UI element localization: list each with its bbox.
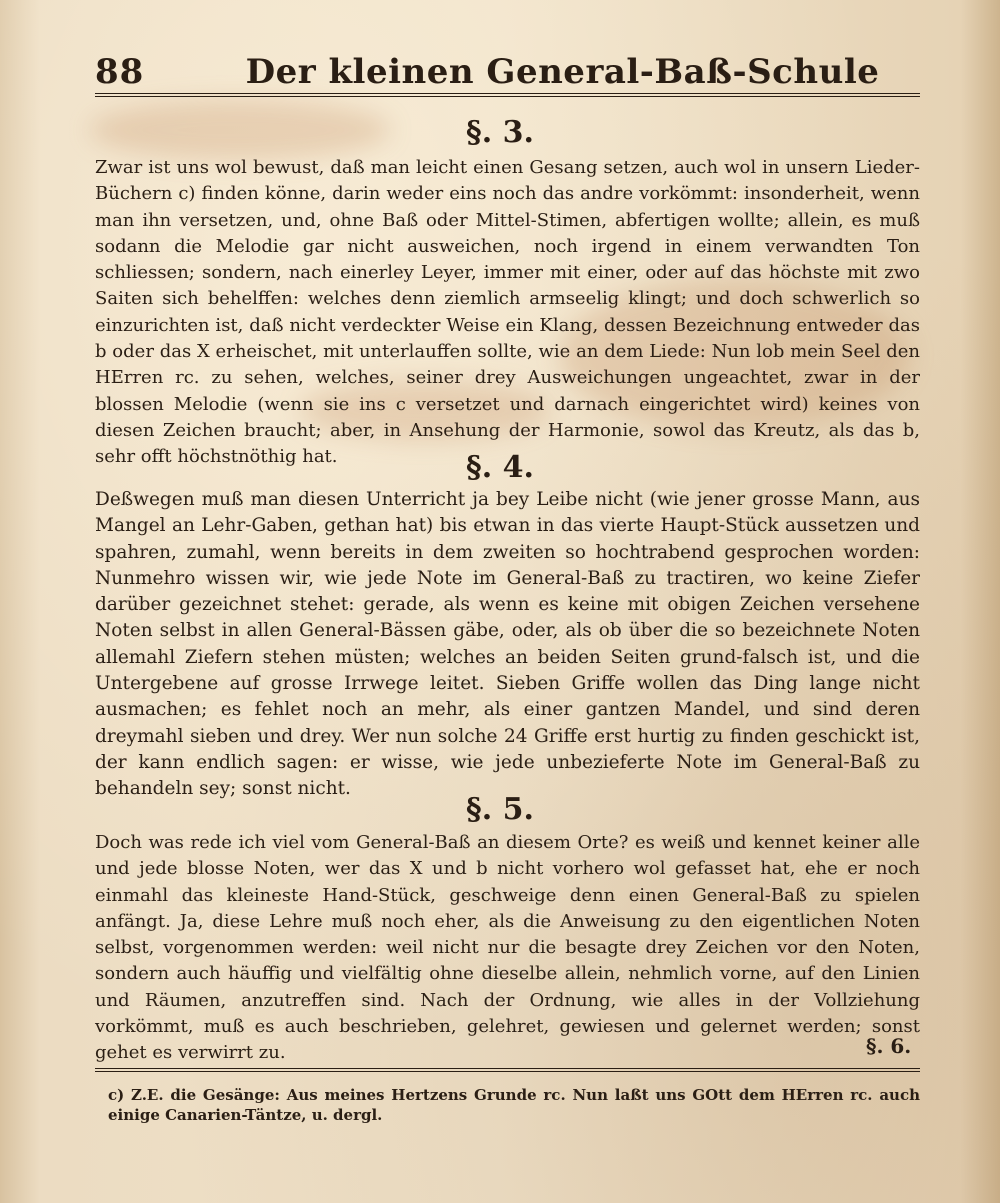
- footnote-rule: [95, 1068, 920, 1072]
- section-text-4: Deßwegen muß man diesen Unterricht ja bey Leibe nicht (wie jener grosse Mann, aus Mangel an Lehr-Gaben, gethan hat) bis etwan in das vierte Haupt-Stück aussetzen und spahren, zumahl, wenn bereits in dem zweiten so hochtrabend gesprochen worden: Nunmehro wissen wir, wie jede Note im General-Baß zu tractiren, wo keine Ziefer darüber gezeichnet stehet: gerade, als wenn es keine mit obigen Zeichen versehene Noten selbst in allen General-Bässen gäbe, oder, als ob über die so bezeichnete Noten allemahl Ziefern stehen müsten; welches an beiden Seiten grund-falsch ist, und die Untergebene auf grosse Irrwege leitet. Sieben Griffe wollen das Ding lange nicht ausmachen; es fehlet noch an mehr, als einer gantzen Mandel, und sind deren dreymahl sieben und drey. Wer nun solche 24 Griffe erst hurtig zu finden geschickt ist, der kann endlich sagen: er wisse, wie jede unbezieferte Note im General-Baß zu behandeln sey; sonst nicht.: [95, 489, 920, 800]
- section-heading-5: §. 5.: [466, 792, 534, 827]
- catchword: §. 6.: [866, 1034, 912, 1058]
- section-heading-4: §. 4.: [466, 450, 534, 485]
- running-title: Der kleinen General-Baß-Schule: [245, 52, 880, 92]
- section-text-5: Doch was rede ich viel vom General-Baß an diesem Orte? es weiß und kennet keiner alle und jede blosse Noten, wer das X und b nicht vorhero wol gefasset hat, ehe er noch einmahl das kleineste Hand-Stück, geschweige denn einen General-Baß zu spielen anfängt. Ja, diese Lehre muß noch eher, als die Anweisung zu den eigentlichen Noten selbst, vorgenommen werden: weil nicht nur die besagte drey Zeichen vor den Noten, sondern auch häuffig und vielfältig ohne dieselbe allein, nehmlich vorne, auf den Linien und Räumen, anzutreffen sind. Nach der Ordnung, wie alles in der Vollziehung vorkömmt, muß es auch beschrieben, gelehret, gewiesen und gelernet werden; sonst gehet es verwirrt zu.: [95, 832, 920, 1064]
- section-text-3: Zwar ist uns wol bewust, daß man leicht einen Gesang setzen, auch wol in unsern Lieder-Büchern c) finden könne, darin weder eins noch das andre vorkömmt: insonderheit, wenn man ihn versetzen, und, ohne Baß oder Mittel-Stimen, abfertigen wollte; allein, es muß sodann die Melodie gar nicht ausweichen, noch irgend in einem verwandten Ton schliessen; sondern, nach einerley Leyer, immer mit einer, oder auf das höchste mit zwo Saiten sich behelffen: welches denn ziemlich armseelig klingt; und doch schwerlich so einzurichten ist, daß nicht verdeckter Weise ein Klang, dessen Bezeichnung entweder das b oder das X erheischet, mit unterlauffen sollte, wie an dem Liede: Nun lob mein Seel den HErren rc. zu sehen, welches, seiner drey Ausweichungen ungeachtet, zwar in der blossen Melodie (wenn sie ins c versetzet und darnach eingerichtet wird) keines von diesen Zeichen braucht; aber, in Ansehung der Harmonie, sowol das Kreutz, als das b, sehr offt höchstnöthig hat.: [95, 157, 920, 468]
- section-heading-3: §. 3.: [466, 115, 534, 150]
- header-rule: [95, 93, 920, 97]
- footnote: c) Z.E. die Gesänge: Aus meines Hertzens Grunde rc. Nun laßt uns GOtt dem HErren rc. auch einige Canarien-Täntze, u. dergl.: [108, 1086, 920, 1124]
- page-number: 88: [95, 52, 145, 92]
- page-header: [95, 42, 920, 92]
